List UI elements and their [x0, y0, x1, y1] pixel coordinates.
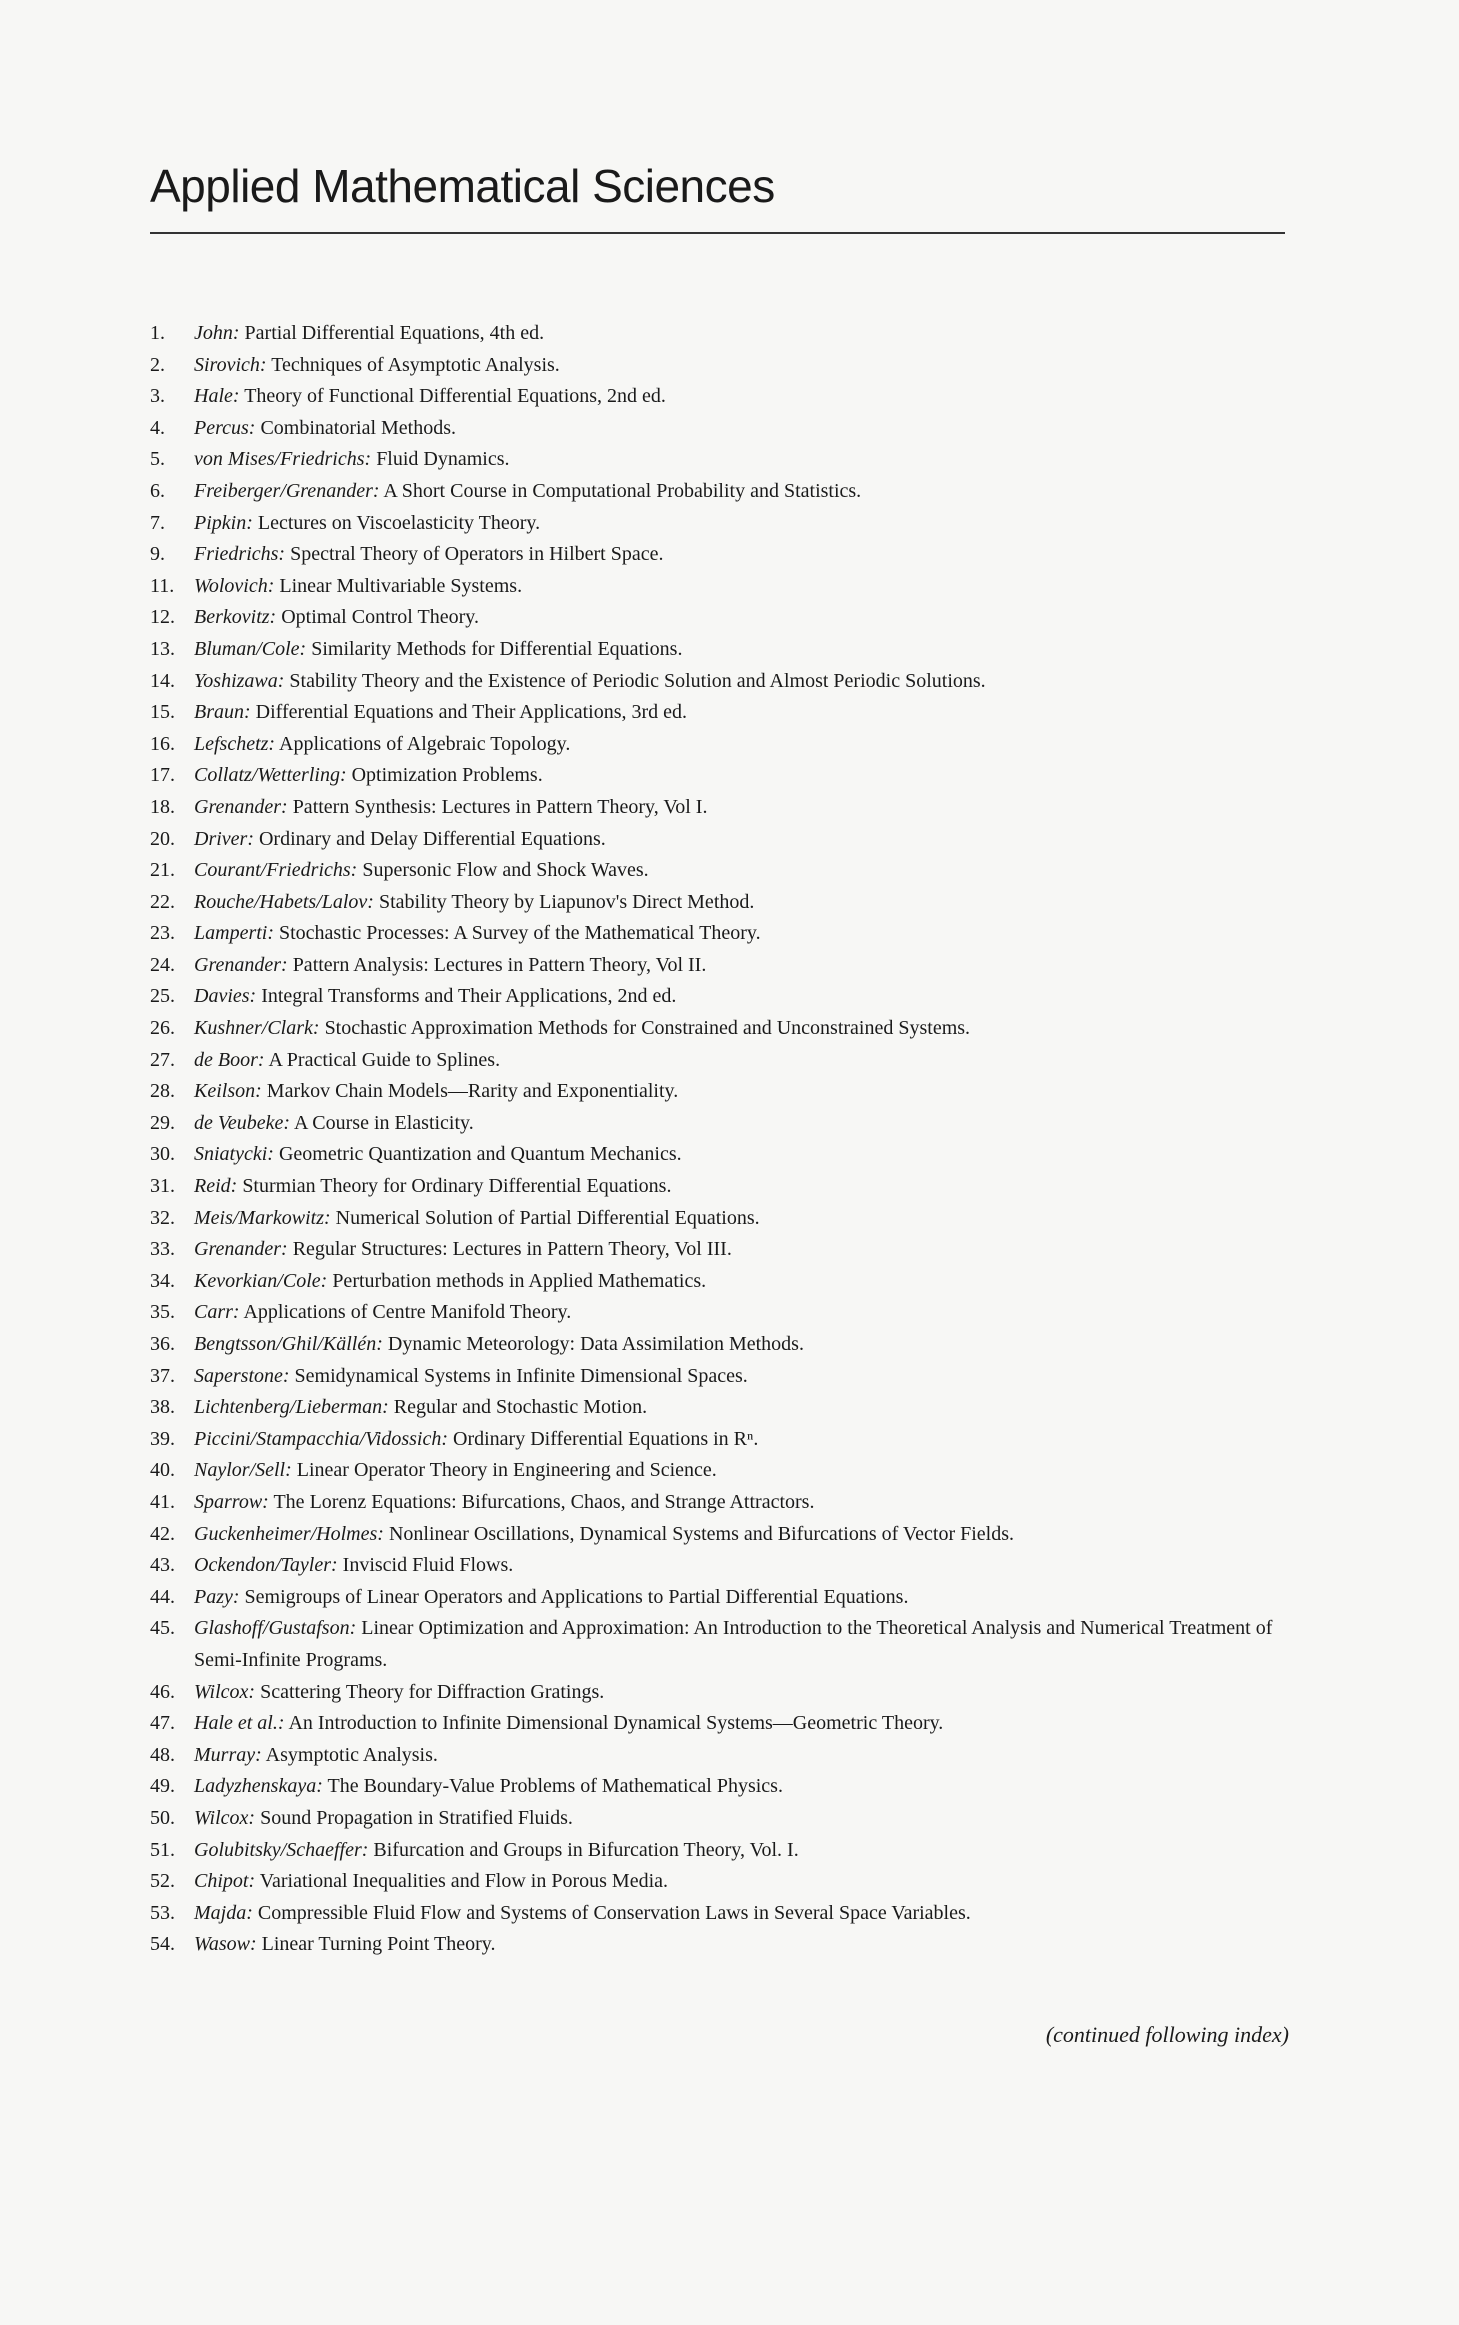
entry-number: 28. [150, 1080, 175, 1103]
entry-author: Ockendon/Tayler: [194, 1554, 338, 1577]
entry-text [194, 1582, 1310, 1614]
entry-title: Applications of Centre Manifold Theory. [243, 1301, 572, 1324]
entry-title: Stochastic Processes: A Survey of the Mathematical Theory. [279, 922, 761, 945]
entry-number: 23. [150, 922, 175, 945]
entry-title: Partial Differential Equations, 4th ed. [244, 322, 545, 344]
entry-title: Regular and Stochastic Motion. [393, 1396, 648, 1419]
list-item [150, 1613, 1310, 1676]
entry-title: Fluid Dynamics. [376, 448, 510, 471]
entry-text [194, 1898, 1310, 1930]
entry-text [194, 1108, 1310, 1140]
continued-note: (continued following index) [1045, 2022, 1289, 2047]
entry-text [194, 1392, 1310, 1424]
page-title: Applied Mathematical Sciences [150, 159, 775, 212]
entry-author: Hale et al.: [194, 1712, 285, 1735]
list-item [150, 602, 1310, 634]
entry-text [194, 950, 1310, 982]
entry-title: Perturbation methods in Applied Mathematics. [332, 1269, 707, 1292]
entry-text [194, 1771, 1310, 1803]
entry-author: Ladyzhenskaya: [194, 1775, 323, 1798]
list-item [150, 697, 1310, 729]
list-item [150, 1392, 1310, 1424]
entry-author: Wasow: [194, 1933, 257, 1956]
list-item [150, 1361, 1310, 1393]
list-item [150, 634, 1310, 666]
entry-title: Semidynamical Systems in Infinite Dimensional Spaces. [294, 1364, 748, 1387]
entry-author: John: [194, 322, 240, 344]
entry-text [194, 1487, 1310, 1519]
entry-number: 48. [150, 1743, 175, 1766]
entry-title: Linear Multivariable Systems. [279, 574, 523, 597]
list-item [150, 1898, 1310, 1930]
entry-number: 32. [150, 1206, 175, 1229]
list-item [150, 887, 1310, 919]
entry-title: Inviscid Fluid Flows. [342, 1554, 514, 1577]
entry-text [194, 571, 1310, 603]
list-item [150, 381, 1310, 413]
entry-author: Meis/Markowitz: [194, 1206, 331, 1229]
entry-author: Glashoff/Gustafson: [194, 1617, 357, 1640]
entry-title: Similarity Methods for Differential Equations. [311, 637, 683, 660]
entry-author: Pipkin: [194, 511, 253, 534]
entry-title: Asymptotic Analysis. [265, 1743, 438, 1766]
list-item [150, 1171, 1310, 1203]
entry-title: Linear Turning Point Theory. [261, 1933, 496, 1956]
entry-text [194, 855, 1310, 887]
entry-author: Yoshizawa: [194, 669, 285, 692]
entry-title: Pattern Synthesis: Lectures in Pattern Theory, Vol I. [292, 795, 708, 818]
entry-title: Compressible Fluid Flow and Systems of Conservation Laws in Several Space Variables. [257, 1901, 971, 1924]
entry-text [194, 729, 1310, 761]
entry-title: Linear Operator Theory in Engineering and Science. [296, 1459, 717, 1482]
list-item [150, 824, 1310, 856]
entry-number: 44. [150, 1585, 175, 1608]
entry-author: Naylor/Sell: [194, 1459, 292, 1482]
entry-text [194, 1234, 1310, 1266]
entry-author: Kushner/Clark: [194, 1017, 320, 1040]
entry-number: 2. [150, 353, 165, 376]
entry-author: de Boor: [194, 1048, 265, 1071]
entry-author: Bengtsson/Ghil/Källén: [194, 1333, 383, 1355]
entry-title: Variational Inequalities and Flow in Porous Media. [259, 1870, 669, 1893]
list-item [150, 1297, 1310, 1329]
entry-author: Wilcox: [194, 1806, 256, 1829]
entry-number: 17. [150, 764, 175, 787]
entry-text [194, 539, 1310, 571]
list-item [150, 318, 1310, 350]
entry-number: 1. [150, 322, 165, 344]
entry-text [194, 1803, 1310, 1835]
entry-title: Linear Optimization and Approximation: An Introduction to the Theoretical Analysis and Numerical Treatment of Semi-Infinite Programs. [194, 1617, 1273, 1671]
entry-number: 27. [150, 1048, 175, 1071]
entry-number: 4. [150, 416, 165, 439]
entry-author: Sniatycki: [194, 1143, 274, 1166]
entry-author: Wilcox: [194, 1680, 256, 1703]
series-list [150, 318, 1310, 1961]
list-item [150, 1519, 1310, 1551]
entry-title: A Course in Elasticity. [293, 1111, 474, 1134]
entry-title: Stability Theory by Liapunov's Direct Method. [378, 890, 755, 913]
entry-number: 29. [150, 1111, 175, 1134]
entry-title: Numerical Solution of Partial Differential Equations. [335, 1206, 760, 1229]
entry-number: 52. [150, 1870, 175, 1893]
entry-author: Carr: [194, 1301, 240, 1324]
entry-author: Guckenheimer/Holmes: [194, 1522, 384, 1545]
entry-author: de Veubeke: [194, 1111, 291, 1134]
entry-text [194, 1613, 1310, 1676]
entry-title: Integral Transforms and Their Applications, 2nd ed. [261, 985, 677, 1008]
entry-text [194, 381, 1310, 413]
entry-text [194, 760, 1310, 792]
entry-number: 21. [150, 859, 175, 882]
entry-text [194, 1929, 1310, 1961]
entry-number: 3. [150, 385, 165, 408]
list-item [150, 413, 1310, 445]
list-item [150, 1929, 1310, 1961]
entry-number: 5. [150, 448, 165, 471]
list-item [150, 1203, 1310, 1235]
entry-number: 7. [150, 511, 165, 534]
entry-author: Grenander: [194, 795, 288, 818]
entry-author: Rouche/Habets/Lalov: [194, 890, 374, 913]
entry-text [194, 602, 1310, 634]
list-item [150, 981, 1310, 1013]
entry-number: 41. [150, 1490, 175, 1513]
entry-number: 51. [150, 1838, 175, 1861]
entry-author: Lichtenberg/Lieberman: [194, 1396, 389, 1419]
entry-author: Grenander: [194, 953, 288, 976]
entry-text [194, 1171, 1310, 1203]
entry-title: Applications of Algebraic Topology. [279, 732, 571, 755]
entry-number: 31. [150, 1175, 175, 1198]
entry-text [194, 1297, 1310, 1329]
entry-title: Theory of Functional Differential Equations, 2nd ed. [244, 385, 666, 408]
list-item [150, 950, 1310, 982]
list-item [150, 918, 1310, 950]
list-item [150, 1803, 1310, 1835]
list-item [150, 476, 1310, 508]
entry-text [194, 350, 1310, 382]
entry-text [194, 918, 1310, 950]
entry-text [194, 1866, 1310, 1898]
entry-text [194, 1045, 1310, 1077]
entry-title: Optimization Problems. [351, 764, 543, 787]
list-item [150, 1076, 1310, 1108]
title-divider [150, 232, 1285, 234]
entry-author: Pazy: [194, 1585, 240, 1608]
entry-text [194, 1550, 1310, 1582]
entry-title: A Practical Guide to Splines. [268, 1048, 501, 1071]
entry-author: Piccini/Stampacchia/Vidossich: [194, 1427, 449, 1450]
entry-author: Courant/Friedrichs: [194, 859, 358, 882]
entry-author: Sirovich: [194, 353, 267, 376]
entry-text [194, 1329, 1310, 1361]
entry-author: Grenander: [194, 1238, 288, 1261]
entry-text [194, 1455, 1310, 1487]
entry-number: 25. [150, 985, 175, 1008]
entry-text [194, 634, 1310, 666]
entry-text [194, 824, 1310, 856]
entry-text [194, 666, 1310, 698]
entry-number: 15. [150, 701, 175, 724]
entry-author: Keilson: [194, 1080, 262, 1103]
entry-number: 54. [150, 1933, 175, 1956]
entry-author: Golubitsky/Schaeffer: [194, 1838, 369, 1861]
entry-title: Ordinary Differential Equations in Rⁿ. [453, 1427, 759, 1450]
list-item [150, 1487, 1310, 1519]
entry-text [194, 1266, 1310, 1298]
entry-title: Stochastic Approximation Methods for Constrained and Unconstrained Systems. [324, 1017, 971, 1040]
entry-text [194, 476, 1310, 508]
entry-author: Lefschetz: [194, 732, 276, 755]
entry-author: Lamperti: [194, 922, 274, 945]
entry-number: 24. [150, 953, 175, 976]
entry-title: Geometric Quantization and Quantum Mechanics. [278, 1143, 682, 1166]
list-item [150, 508, 1310, 540]
entry-text [194, 1708, 1310, 1740]
entry-text [194, 1740, 1310, 1772]
list-item [150, 1424, 1310, 1456]
entry-number: 18. [150, 795, 175, 818]
entry-title: Bifurcation and Groups in Bifurcation Theory, Vol. I. [373, 1838, 799, 1861]
entry-title: Lectures on Viscoelasticity Theory. [257, 511, 541, 534]
entry-text [194, 697, 1310, 729]
entry-text [194, 1677, 1310, 1709]
entry-author: Wolovich: [194, 574, 275, 597]
entry-number: 36. [150, 1333, 175, 1355]
entry-text [194, 1361, 1310, 1393]
entry-number: 34. [150, 1269, 175, 1292]
entry-number: 35. [150, 1301, 175, 1324]
list-item [150, 1455, 1310, 1487]
entry-number: 42. [150, 1522, 175, 1545]
list-item [150, 729, 1310, 761]
list-item [150, 539, 1310, 571]
list-item [150, 1013, 1310, 1045]
list-item [150, 1582, 1310, 1614]
list-item [150, 666, 1310, 698]
entry-title: Stability Theory and the Existence of Periodic Solution and Almost Periodic Solutions. [289, 669, 986, 692]
entry-text [194, 1076, 1310, 1108]
entry-author: Hale: [194, 385, 240, 408]
list-item [150, 1329, 1310, 1361]
entry-title: An Introduction to Infinite Dimensional Dynamical Systems—Geometric Theory. [288, 1712, 944, 1735]
entry-number: 40. [150, 1459, 175, 1482]
list-item [150, 1866, 1310, 1898]
entry-author: Collatz/Wetterling: [194, 764, 347, 787]
entry-number: 33. [150, 1238, 175, 1261]
entry-number: 22. [150, 890, 175, 913]
entry-title: Regular Structures: Lectures in Pattern Theory, Vol III. [292, 1238, 732, 1261]
entry-title: Pattern Analysis: Lectures in Pattern Theory, Vol II. [292, 953, 707, 976]
entry-text [194, 792, 1310, 824]
list-item [150, 1550, 1310, 1582]
entry-text [194, 887, 1310, 919]
entry-number: 13. [150, 637, 175, 660]
entry-title: Spectral Theory of Operators in Hilbert Space. [290, 543, 664, 566]
list-item [150, 1139, 1310, 1171]
entry-number: 30. [150, 1143, 175, 1166]
list-item [150, 1740, 1310, 1772]
entry-title: Techniques of Asymptotic Analysis. [271, 353, 560, 376]
entry-text [194, 981, 1310, 1013]
entry-title: A Short Course in Computational Probability and Statistics. [383, 479, 862, 502]
entry-title: Optimal Control Theory. [281, 606, 479, 629]
entry-title: Sturmian Theory for Ordinary Differential Equations. [242, 1175, 672, 1198]
entry-title: Ordinary and Delay Differential Equations. [258, 827, 606, 850]
entry-author: Bluman/Cole: [194, 637, 307, 660]
entry-author: Majda: [194, 1901, 253, 1924]
entry-title: Sound Propagation in Stratified Fluids. [260, 1806, 573, 1829]
entry-number: 46. [150, 1680, 175, 1703]
entry-number: 12. [150, 606, 175, 629]
entry-number: 16. [150, 732, 175, 755]
entry-text [194, 1519, 1310, 1551]
list-item [150, 1045, 1310, 1077]
entry-text [194, 1139, 1310, 1171]
entry-number: 45. [150, 1617, 175, 1640]
entry-author: Reid: [194, 1175, 238, 1198]
entry-number: 11. [150, 574, 175, 597]
list-item [150, 760, 1310, 792]
list-item [150, 571, 1310, 603]
list-item [150, 444, 1310, 476]
entry-number: 50. [150, 1806, 175, 1829]
entry-author: Murray: [194, 1743, 262, 1766]
list-item [150, 350, 1310, 382]
list-item [150, 1108, 1310, 1140]
entry-author: Freiberger/Grenander: [194, 479, 380, 502]
entry-author: Friedrichs: [194, 543, 286, 566]
entry-author: Davies: [194, 985, 257, 1008]
entry-number: 43. [150, 1554, 175, 1577]
list-item [150, 1835, 1310, 1867]
entry-author: von Mises/Friedrichs: [194, 448, 372, 471]
list-item [150, 1677, 1310, 1709]
entry-number: 9. [150, 543, 165, 566]
entry-title: Nonlinear Oscillations, Dynamical Systems and Bifurcations of Vector Fields. [388, 1522, 1015, 1545]
entry-author: Berkovitz: [194, 606, 277, 629]
entry-title: Differential Equations and Their Applications, 3rd ed. [255, 701, 688, 724]
entry-title: Dynamic Meteorology: Data Assimilation Methods. [387, 1333, 804, 1355]
entry-title: Markov Chain Models—Rarity and Exponentiality. [266, 1080, 679, 1103]
entry-title: Scattering Theory for Diffraction Gratings. [260, 1680, 605, 1703]
entry-text [194, 413, 1310, 445]
list-item [150, 792, 1310, 824]
entry-author: Driver: [194, 827, 254, 850]
entry-author: Sparrow: [194, 1490, 269, 1513]
entry-title: Semigroups of Linear Operators and Applications to Partial Differential Equations. [244, 1585, 909, 1608]
list-item [150, 1234, 1310, 1266]
entry-author: Saperstone: [194, 1364, 290, 1387]
entry-text [194, 1835, 1310, 1867]
entry-text [194, 444, 1310, 476]
entry-author: Braun: [194, 701, 251, 724]
entry-number: 53. [150, 1901, 175, 1924]
entry-author: Kevorkian/Cole: [194, 1269, 328, 1292]
entry-number: 20. [150, 827, 175, 850]
entry-number: 39. [150, 1427, 175, 1450]
list-item [150, 1266, 1310, 1298]
list-item [150, 1771, 1310, 1803]
entry-number: 47. [150, 1712, 175, 1735]
entry-title: Combinatorial Methods. [260, 416, 457, 439]
entry-number: 37. [150, 1364, 175, 1387]
list-item [150, 855, 1310, 887]
entry-title: The Boundary-Value Problems of Mathematical Physics. [327, 1775, 783, 1798]
entry-text [194, 508, 1310, 540]
list-item [150, 1708, 1310, 1740]
entry-number: 6. [150, 479, 165, 502]
entry-text [194, 1013, 1310, 1045]
entry-text [194, 1203, 1310, 1235]
entry-text [194, 1424, 1310, 1456]
entry-author: Chipot: [194, 1870, 256, 1893]
entry-number: 26. [150, 1017, 175, 1040]
entry-author: Percus: [194, 416, 256, 439]
entry-number: 49. [150, 1775, 175, 1798]
entry-title: The Lorenz Equations: Bifurcations, Chaos, and Strange Attractors. [273, 1490, 815, 1513]
entry-number: 38. [150, 1396, 175, 1419]
entry-number: 14. [150, 669, 175, 692]
entry-text [194, 318, 1310, 350]
entry-title: Supersonic Flow and Shock Waves. [362, 859, 649, 882]
